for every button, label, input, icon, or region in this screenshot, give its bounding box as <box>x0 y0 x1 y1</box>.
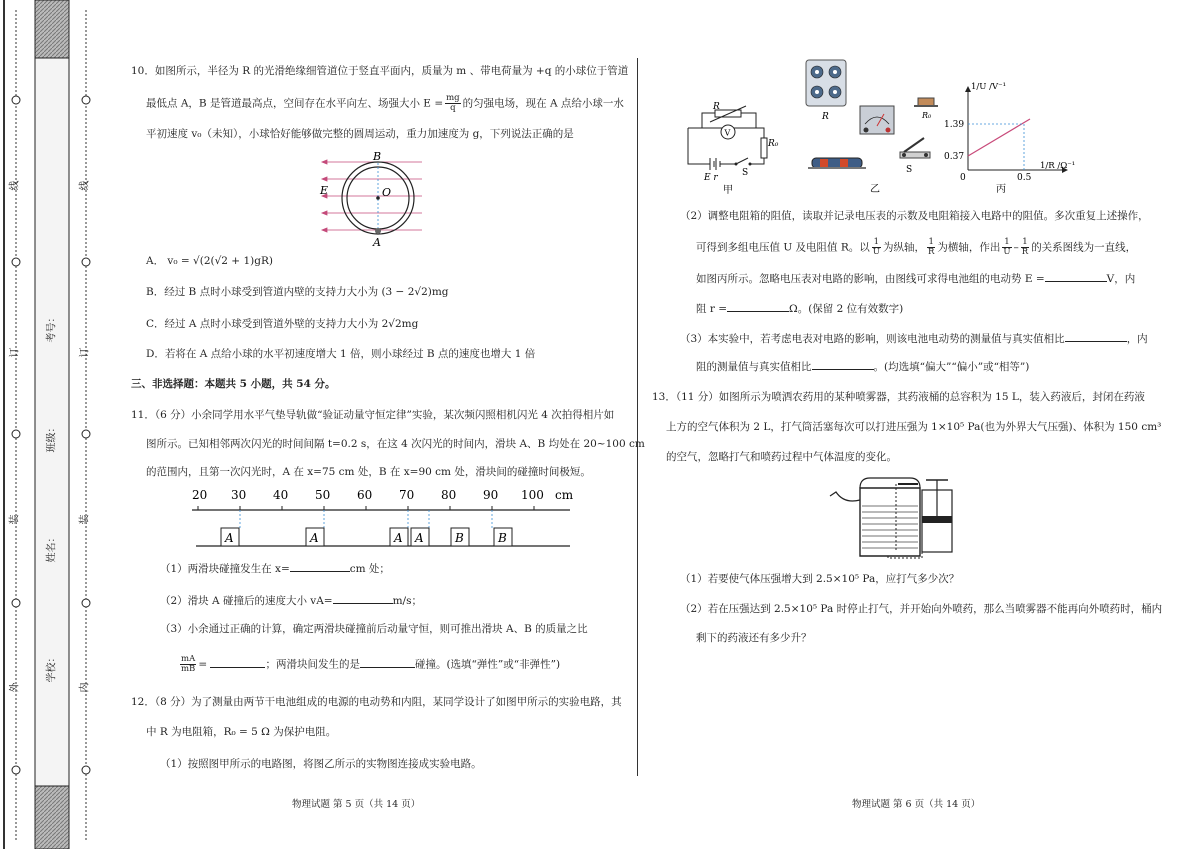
footer-page-6: 物理试题 第 6 页（共 14 页） <box>852 799 981 810</box>
graph-tick-1.39: 1.39 <box>944 120 965 130</box>
bing-caption: 丙 <box>996 184 1006 195</box>
block-a-4: A <box>415 531 424 545</box>
outer-label-xian: 线 <box>9 180 21 191</box>
jia-label-Er: E r <box>704 173 718 183</box>
ruler-tick-100: 100 <box>521 488 544 502</box>
q10-stem-line3: 平初速度 v₀（未知），小球恰好能够做完整的圆周运动，重力加速度为 g，下列说法正确的是 <box>146 128 574 140</box>
inner-label-ding: 订 <box>79 347 91 358</box>
q11-sub1: （1）两滑块碰撞发生在 x= cm 处； <box>160 560 390 576</box>
q11-line1: 11．（6 分）小余同学用水平气垫导轨做“验证动量守恒定律”实验，某次频闪照相机闪光 4 次拍得相片如 <box>131 409 615 421</box>
q12-blank-emf[interactable] <box>1045 270 1107 282</box>
circuit-diagram-jia <box>680 100 790 195</box>
q11-blank-4[interactable] <box>360 656 415 668</box>
q11-sub3: （3）小余通过正确的计算，确定两滑块碰撞前后动量守恒，则可推出滑块 A、B 的质量之比 <box>160 623 588 635</box>
block-a-3: A <box>394 531 403 545</box>
inner-label-zhuang: 装 <box>79 514 91 525</box>
field-school: 学校： <box>46 652 58 683</box>
graph-ylabel: 1/U /V⁻¹ <box>971 82 1007 92</box>
frac-1-over-R: $\frac{1}{R}$ <box>927 237 935 257</box>
footer-page-5: 物理试题 第 5 页（共 14 页） <box>292 799 421 810</box>
q13-sub2-line2: 剩下的药液还有多少升？ <box>696 632 812 644</box>
block-b-2: B <box>498 531 507 545</box>
graph-tick-0.5: 0.5 <box>1017 173 1032 183</box>
q10-option-c: C．经过 A 点时小球受到管道外壁的支持力大小为 2√2mg <box>146 318 419 330</box>
q10-figure <box>310 150 450 250</box>
q11-mass-ratio: $\frac{mA}{mB}$ <box>181 654 196 674</box>
q10-label-B: B <box>373 150 382 163</box>
ruler-tick-90: 90 <box>483 488 499 502</box>
q12-line3: （1）按照图甲所示的电路图，将图乙所示的实物图连接成实验电路。 <box>160 758 482 770</box>
q11-ruler-figure <box>188 486 578 550</box>
q13-line1: 13．（11 分）如图所示为喷洒农药用的某种喷雾器，其药液桶的总容积为 15 L，装入药液后，封闭在药液 <box>652 391 1145 403</box>
q10-label-O: O <box>382 186 392 199</box>
q12-part2-line2: 可得到多组电压值 U 及电阻值 R。以 $\frac{1}{U}$ 为纵轴， $\frac{1}{R}$ 为横轴，作出 $\frac{1}{U}$ – $\frac{1}{R}$ 的关系图线为一直线， <box>696 237 1137 257</box>
q12-blank-r[interactable] <box>727 300 789 312</box>
sprayer-figure <box>826 470 966 565</box>
frac-1-over-R-2: $\frac{1}{R}$ <box>1021 237 1029 257</box>
inner-label-nei: 内 <box>79 682 91 693</box>
yi-label-R0: R₀ <box>922 111 932 120</box>
q12-blank-r-compare[interactable] <box>812 358 874 370</box>
q11-sub2: （2）滑块 A 碰撞后的速度大小 vA= m/s； <box>160 592 422 608</box>
q12-part2-line1: （2）调整电阻箱的阻值，读取并记录电压表的示数及电阻箱接入电路中的阻值。多次重复上述操作， <box>680 210 1149 222</box>
q10-label-A: A <box>373 236 381 249</box>
jia-label-V: V <box>724 128 731 138</box>
outer-label-wai: 外 <box>9 682 21 693</box>
q12-part2-line4: 阻 r = Ω。(保留 2 位有效数字) <box>696 300 903 316</box>
q12-line2: 中 R 为电阻箱，R₀ = 5 Ω 为保护电阻。 <box>146 726 337 738</box>
outer-label-ding: 订 <box>9 347 21 358</box>
graph-xlabel: 1/R /Ω⁻¹ <box>1040 161 1076 171</box>
q12-part3-line2: 阻的测量值与真实值相比 。(均选填“偏大”“偏小”或“相等”) <box>696 358 1029 374</box>
q13-line3: 的空气，忽略打气和喷药过程中气体温度的变化。 <box>666 451 897 463</box>
q10-field-fraction: $\frac{mg}{q}$ <box>446 93 460 113</box>
graph-tick-0.37: 0.37 <box>944 152 965 162</box>
ruler-tick-60: 60 <box>357 488 373 502</box>
graph-bing <box>944 80 1094 195</box>
jia-caption: 甲 <box>723 185 733 195</box>
q12-part3-line1: （3）本实验中，若考虑电表对电路的影响，则该电池电动势的测量值与真实值相比 ，内 <box>680 330 1148 346</box>
frac-1-over-U: $\frac{1}{U}$ <box>872 237 880 257</box>
q11-blank-1[interactable] <box>290 560 350 572</box>
frac-1-over-U-2: $\frac{1}{U}$ <box>1003 237 1011 257</box>
q10-option-d: D．若将在 A 点给小球的水平初速度增大 1 倍，则小球经过 B 点的速度也增大 1 倍 <box>146 348 536 360</box>
q10-stem-line1: 10．如图所示，半径为 R 的光滑绝缘细管道位于竖直平面内，质量为 m 、带电荷量为 +q 的小球位于管道 <box>131 65 629 77</box>
field-name: 姓名： <box>46 532 58 563</box>
block-a-2: A <box>310 531 319 545</box>
q11-line2: 图所示。已知相邻两次闪光的时间间隔 t=0.2 s，在这 4 次闪光的时间内，滑块 A、B 均处在 20~100 cm <box>146 438 645 450</box>
ruler-unit-cm: cm <box>555 488 574 502</box>
jia-label-R0: R₀ <box>768 139 779 149</box>
q12-line1: 12．（8 分）为了测量由两节干电池组成的电源的电动势和内阻，某同学设计了如图甲所示的实验电路，其 <box>131 696 622 708</box>
ruler-tick-80: 80 <box>441 488 457 502</box>
q10-option-b: B．经过 B 点时小球受到管道内壁的支持力大小为 (3 − 2√2)mg <box>146 286 449 298</box>
block-b-1: B <box>455 531 464 545</box>
section-3-heading: 三、非选择题：本题共 5 小题，共 54 分。 <box>131 378 336 390</box>
apparatus-photo-yi <box>800 56 950 196</box>
q11-blank-2[interactable] <box>333 592 393 604</box>
yi-label-S: S <box>906 165 913 175</box>
q12-blank-emf-compare[interactable] <box>1065 330 1127 342</box>
inner-label-xian: 线 <box>79 180 91 191</box>
binding-strip <box>0 0 105 849</box>
graph-origin: 0 <box>960 173 966 183</box>
q13-line2: 上方的空气体积为 2 L，打气筒活塞每次可以打进压强为 1×10⁵ Pa(也为外界大气压强)、体积为 150 cm³ <box>666 421 1162 433</box>
jia-label-R: R <box>713 102 720 112</box>
q11-line3: 的范围内，且第一次闪光时，A 在 x=75 cm 处，B 在 x=90 cm 处，滑块间的碰撞时间极短。 <box>146 466 591 478</box>
outer-label-zhuang: 装 <box>9 514 21 525</box>
q12-part2-line3: 如图丙所示。忽略电压表对电路的影响，由图线可求得电池组的电动势 E = V，内 <box>696 270 1135 286</box>
q10-option-a: A． v₀ = √(2(√2 + 1)gR) <box>146 255 273 267</box>
column-divider <box>637 58 638 776</box>
q11-blank-3[interactable] <box>210 656 265 668</box>
jia-label-S: S <box>742 168 749 178</box>
block-a-1: A <box>225 531 234 545</box>
q13-sub2-line1: （2）若在压强达到 2.5×10⁵ Pa 时停止打气，并开始向外喷药，那么当喷雾器不能再向外喷药时，桶内 <box>680 603 1163 615</box>
yi-label-R: R <box>822 112 829 122</box>
q13-sub1: （1）若要使气体压强增大到 2.5×10⁵ Pa，应打气多少次？ <box>680 573 960 585</box>
field-class: 班级： <box>46 422 58 453</box>
q10-stem-line2: 最低点 A，B 是管道最高点，空间存在水平向左、场强大小 E = $\frac{mg}{q}$ 的匀强电场，现在 A 点给小球一水 <box>146 93 624 113</box>
field-exam-number: 考号： <box>46 312 58 343</box>
q10-label-E: E <box>320 184 329 197</box>
q11-sub3-answer: $\frac{mA}{mB}$ = ；两滑块间发生的是 碰撞。(选填“弹性”或“非弹性”) <box>181 654 561 674</box>
ruler-tick-20: 20 <box>192 488 208 502</box>
ruler-tick-70: 70 <box>399 488 415 502</box>
ruler-tick-40: 40 <box>273 488 289 502</box>
ruler-tick-30: 30 <box>231 488 247 502</box>
ruler-tick-50: 50 <box>315 488 331 502</box>
yi-caption: 乙 <box>870 184 880 195</box>
